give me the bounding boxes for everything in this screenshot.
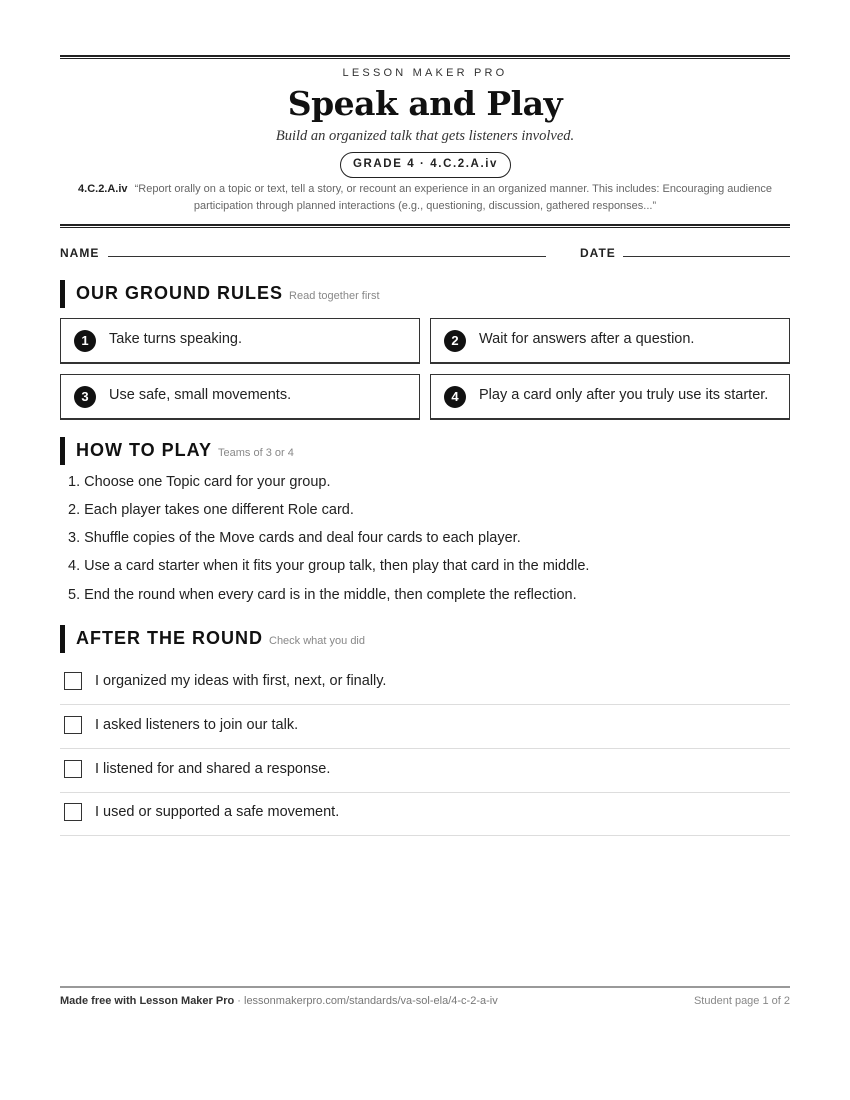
checklist-text: I listened for and shared a response. [95,761,331,777]
instruction-step: 3. Shuffle copies of the Move cards and deal four cards to each player. [68,530,521,546]
rule-number-badge: 4 [444,386,466,408]
ground-rule-card [60,374,420,420]
footer-page-info: Student page 1 of 2 [693,995,790,1007]
rule-text: Wait for answers after a question. [479,331,695,347]
instruction-step: 4. Use a card starter when it fits your group talk, then play that card in the middle. [68,558,590,574]
ground-rule-card [430,318,790,364]
worksheet-page [60,0,790,1100]
how-to-play-note: Teams of 3 or 4 [218,447,294,459]
rule-number-badge: 3 [74,386,96,408]
checklist-item [60,661,790,705]
checklist-text: I used or supported a safe movement. [95,804,340,820]
checkbox[interactable] [64,716,82,734]
how-to-play-header [60,437,790,465]
how-to-play-title: HOW TO PLAY [76,440,213,460]
page-subtitle: Build an organized talk that gets listeners involved. [275,128,575,144]
header-bottom-rule [60,224,790,228]
standard-text: “Report orally on a topic or text, tell a story, or recount an experience in an organized manner. This includes: Encouraging audience participation through planned interactions (e.g., questioning, discussion, gathered responses...” [134,183,772,212]
footer-credit [60,995,498,1007]
checklist-text: I organized my ideas with first, next, or finally. [95,673,387,689]
footer-made-with: Made free with Lesson Maker Pro [60,995,235,1007]
standard-code: 4.C.2.A.iv [78,183,128,195]
header-top-rule [60,55,790,59]
checklist-text: I asked listeners to join our talk. [95,717,299,733]
page-title: Speak and Play [287,84,563,123]
ground-rules-header [60,280,790,308]
date-label: DATE [580,246,616,260]
section-accent-bar [60,437,65,465]
ground-rule-card [60,318,420,364]
footer-url[interactable]: lessonmakerpro.com/standards/va-sol-ela/4-c-2-a-iv [244,995,498,1007]
instruction-step: 1. Choose one Topic card for your group. [68,474,331,490]
rule-number-badge: 1 [74,330,96,352]
grade-badge: GRADE 4 · 4.C.2.A.iv [340,152,511,178]
instruction-step: 5. End the round when every card is in the middle, then complete the reflection. [68,587,577,603]
after-round-note: Check what you did [269,635,365,647]
ground-rules-title: OUR GROUND RULES [76,283,284,303]
rule-number-badge: 2 [444,330,466,352]
date-field[interactable] [623,256,790,257]
checklist-item [60,705,790,749]
checkbox[interactable] [64,760,82,778]
checkbox[interactable] [64,672,82,690]
checkbox[interactable] [64,803,82,821]
rule-text: Use safe, small movements. [109,387,292,403]
rule-text: Take turns speaking. [109,331,242,347]
footer-rule [60,986,790,988]
name-label: NAME [60,246,100,260]
checklist-item [60,749,790,793]
footer-separator: · [234,995,244,1007]
after-round-header [60,625,790,653]
rule-text: Play a card only after you truly use its starter. [479,387,769,403]
ground-rules-note: Read together first [289,290,380,302]
checklist-item [60,792,790,836]
instruction-step: 2. Each player takes one different Role card. [68,502,354,518]
section-accent-bar [60,625,65,653]
brand-name: LESSON MAKER PRO [342,67,508,79]
standard-description [60,181,790,215]
name-field[interactable] [108,256,546,257]
ground-rule-card [430,374,790,420]
after-round-title: AFTER THE ROUND [76,628,263,648]
section-accent-bar [60,280,65,308]
